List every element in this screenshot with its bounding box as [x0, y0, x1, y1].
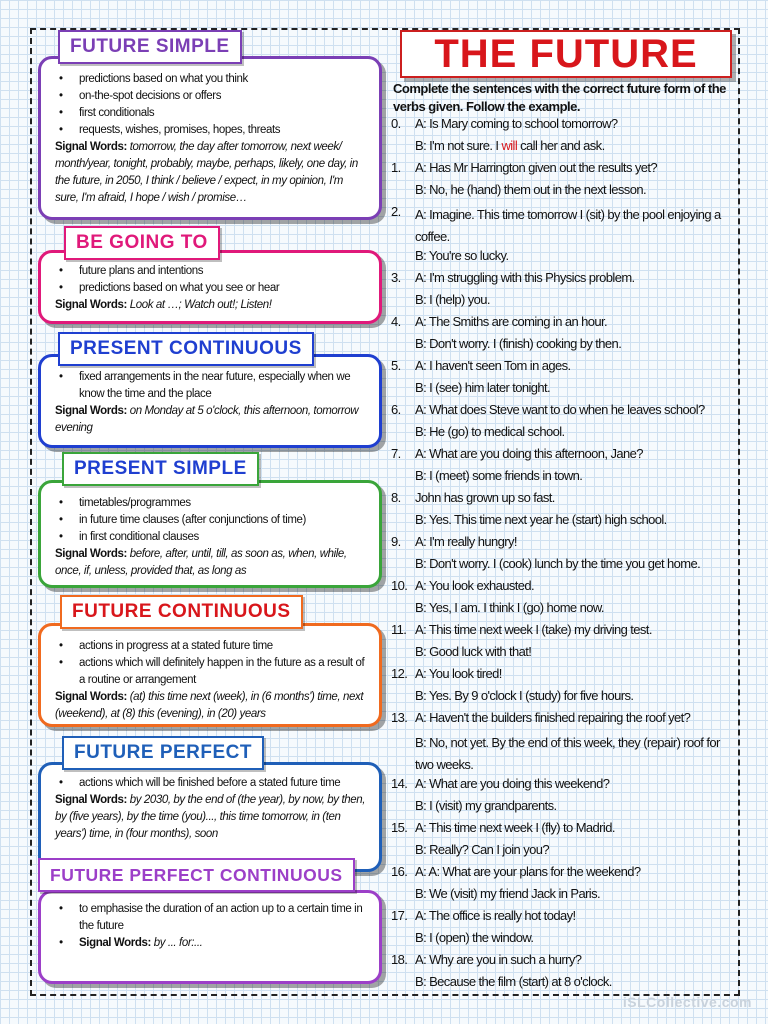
signal-text: on Monday at 5 o'clock, this afternoon, tomorrow evening [55, 405, 359, 434]
exercise-line-a: A: You look tired! [415, 666, 502, 681]
exercise-line-a: A: Imagine. This time tomorrow I (sit) by the pool enjoying a coffee. [415, 207, 721, 244]
exercise-number: 7. [391, 446, 401, 461]
exercise-line-b: B: I (visit) my grandparents. [415, 798, 557, 813]
signal-text: by 2030, by the end of (the year), by now, by then, by (five years), by the time (you)..., this time tomorrow, in (ten years') time, in (four months), soon [55, 794, 366, 840]
exercise-line-a: A: I'm struggling with this Physics problem. [415, 270, 635, 285]
page-title-box [400, 30, 732, 78]
signal-text: (at) this time next (week), in (6 months') time, next (weekend), at (8) this (evening), in (20) years [55, 691, 364, 720]
exercise-line-a: A: You look exhausted. [415, 578, 535, 593]
bullet-item [55, 935, 369, 952]
signal-text: Look at …; Watch out!; Listen! [126, 299, 272, 311]
section-box [38, 762, 382, 872]
exercise-line-a: A: Is Mary coming to school tomorrow? [415, 116, 618, 131]
signal-text: by ... for:... [150, 937, 203, 949]
signal-words [55, 403, 369, 437]
signal-words [55, 792, 369, 843]
exercise-number: 18. [391, 952, 408, 967]
exercise-line-a: A: This time next week I (take) my driving test. [415, 622, 652, 637]
exercise-number: 15. [391, 820, 408, 835]
exercise-number: 14. [391, 776, 408, 791]
exercise-line-a: A: The office is really hot today! [415, 908, 576, 923]
section-box [38, 354, 382, 448]
section-heading: PRESENT CONTINUOUS [58, 332, 314, 366]
section-heading: FUTURE CONTINUOUS [60, 595, 303, 629]
exercise-line-a: A: I'm really hungry! [415, 534, 517, 549]
exercise-line-b: B: Don't worry. I (cook) lunch by the time you get home. [415, 556, 701, 571]
bullet-item: • requests, wishes, promises, hopes, threats [55, 122, 369, 139]
bullet-item: • actions which will be finished before a stated future time [55, 775, 369, 792]
signal-words [55, 689, 369, 723]
exercise-line-b: B: Yes. This time next year he (start) high school. [415, 512, 667, 527]
exercise-number: 17. [391, 908, 408, 923]
signal-text: before, after, until, till, as soon as, when, while, once, if, unless, provided that, as long as [55, 548, 347, 577]
bullet-item: • first conditionals [55, 105, 369, 122]
exercise-number: 10. [391, 578, 408, 593]
section-heading: FUTURE SIMPLE [58, 30, 242, 64]
signal-label: Signal Words: [55, 299, 127, 311]
watermark: iSLCollective.com [622, 994, 752, 1010]
exercise-line-a: A: I haven't seen Tom in ages. [415, 358, 571, 373]
exercise-line-a: A: What are you doing this weekend? [415, 776, 610, 791]
exercise-number: 2. [391, 204, 401, 219]
exercise-line-b: B: I (help) you. [415, 292, 490, 307]
signal-words [55, 139, 369, 207]
exercise-line-a: A: What are you doing this afternoon, Jane? [415, 446, 643, 461]
section-heading: FUTURE PERFECT [62, 736, 264, 770]
exercise-number: 0. [391, 116, 401, 131]
page-title: THE FUTURE [434, 31, 698, 76]
exercise-number: 4. [391, 314, 401, 329]
signal-words [55, 546, 369, 580]
exercise-number: 9. [391, 534, 401, 549]
exercise-line-a: A: Why are you in such a hurry? [415, 952, 582, 967]
exercise-number: 8. [391, 490, 401, 505]
section-box [38, 250, 382, 324]
section-box [38, 480, 382, 588]
exercise-text: call her and ask. [517, 138, 605, 153]
exercise-number: 5. [391, 358, 401, 373]
example-answer: will [501, 138, 518, 153]
exercise-line-b: B: Really? Can I join you? [415, 842, 549, 857]
signal-label: Signal Words: [55, 141, 127, 153]
exercise-line-b: B: We (visit) my friend Jack in Paris. [415, 886, 601, 901]
section-heading: PRESENT SIMPLE [62, 452, 259, 486]
exercise-line-b: B: I (meet) some friends in town. [415, 468, 583, 483]
signal-label: Signal Words: [55, 405, 127, 417]
exercise-line-b: B: Good luck with that! [415, 644, 532, 659]
exercise-line-a: A: Has Mr Harrington given out the results yet? [415, 160, 658, 175]
signal-label: Signal Words: [55, 548, 127, 560]
exercise-line-b: B: Don't worry. I (finish) cooking by then. [415, 336, 622, 351]
exercise-number: 16. [391, 864, 408, 879]
signal-label: Signal Words: [55, 691, 127, 703]
exercise-line-b: B: No, he (hand) them out in the next lesson. [415, 182, 646, 197]
exercise-instructions: Complete the sentences with the correct future form of the verbs given. Follow the example. [393, 81, 726, 114]
section-box [38, 56, 382, 220]
bullet-item: • fixed arrangements in the near future, especially when we know the time and the place [55, 369, 369, 403]
bullet-item: • future plans and intentions [55, 263, 369, 280]
exercise-number: 13. [391, 710, 408, 725]
exercise-number: 12. [391, 666, 408, 681]
bullet-item: • predictions based on what you see or hear [55, 280, 369, 297]
bullet-item: • in first conditional clauses [55, 529, 369, 546]
exercise-line-a: A: This time next week I (fly) to Madrid. [415, 820, 615, 835]
bullet-item: • predictions based on what you think [55, 71, 369, 88]
exercise-line-a: A: Haven't the builders finished repairing the roof yet? [415, 710, 691, 725]
exercise-number: 1. [391, 160, 401, 175]
exercise-number: 6. [391, 402, 401, 417]
exercise-number: 3. [391, 270, 401, 285]
exercise-line-b: B: Because the film (start) at 8 o'clock. [415, 974, 612, 989]
exercise-text: B: I'm not sure. I [415, 138, 502, 153]
exercise-line-b: B: Yes, I am. I think I (go) home now. [415, 600, 604, 615]
exercise-line-a: A: The Smiths are coming in an hour. [415, 314, 608, 329]
exercise-line-b: B: He (go) to medical school. [415, 424, 565, 439]
exercise-line-b [415, 138, 605, 153]
bullet-item: • actions in progress at a stated future time [55, 638, 369, 655]
section-box [38, 623, 382, 727]
signal-label: Signal Words: [55, 794, 127, 806]
exercise-line-a: John has grown up so fast. [415, 490, 555, 505]
bullet-item: • in future time clauses (after conjunctions of time) [55, 512, 369, 529]
signal-label: Signal Words: [79, 937, 151, 949]
bullet-item: • timetables/programmes [55, 495, 369, 512]
signal-text: tomorrow, the day after tomorrow, next week/ month/year, tonight, probably, maybe, perhaps, likely, one day, in the future, in 2050, I think / believe / expect, in my opinion, I'm sure, I'm afraid, I hope / wish / promise… [55, 141, 358, 204]
exercise-line-b: B: No, not yet. By the end of this week, they (repair) roof for two weeks. [415, 735, 720, 772]
exercise-line-a: A: A: What are your plans for the weekend? [415, 864, 641, 879]
exercise-line-b: B: I (open) the window. [415, 930, 534, 945]
exercise-line-b: B: I (see) him later tonight. [415, 380, 551, 395]
bullet-item: • to emphasise the duration of an action up to a certain time in the future [55, 901, 369, 935]
exercise-line-a: A: What does Steve want to do when he leaves school? [415, 402, 705, 417]
exercise-line-b: B: Yes. By 9 o'clock I (study) for five hours. [415, 688, 634, 703]
signal-words [55, 297, 369, 314]
bullet-item: • actions which will definitely happen in the future as a result of a routine or arrangement [55, 655, 369, 689]
section-box [38, 890, 382, 984]
exercise-number: 11. [391, 622, 407, 637]
section-heading: BE GOING TO [64, 226, 220, 260]
bullet-item: • on-the-spot decisions or offers [55, 88, 369, 105]
section-heading: FUTURE PERFECT CONTINUOUS [38, 858, 355, 892]
exercise-line-b: B: You're so lucky. [415, 248, 509, 263]
